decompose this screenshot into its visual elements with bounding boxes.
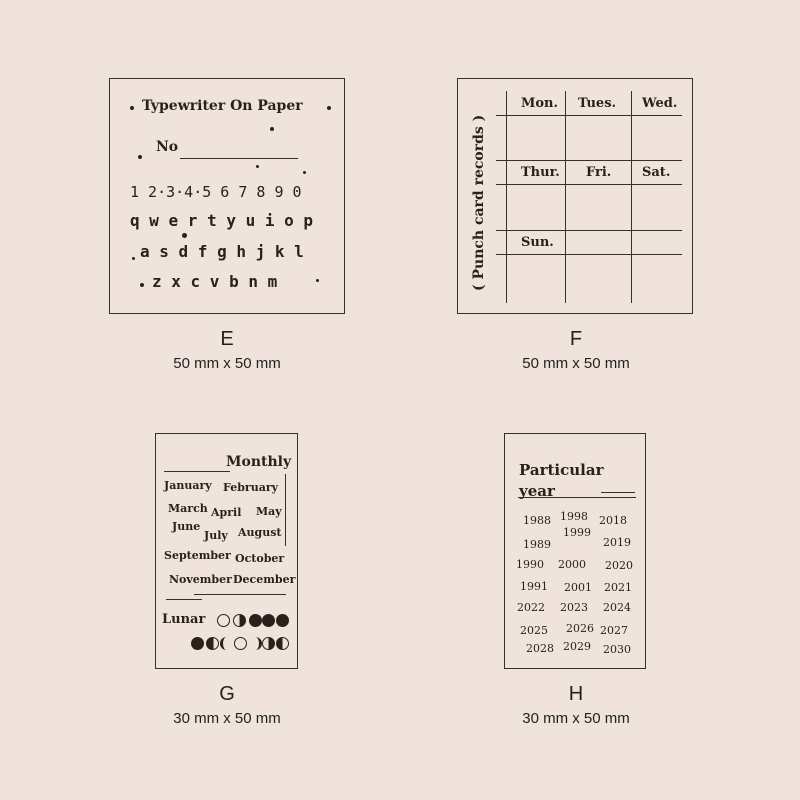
stamp-g-lunar-label: Lunar — [162, 612, 206, 627]
grid-vline — [631, 91, 632, 303]
day-sun: Sun. — [521, 235, 554, 250]
stamp-e-number-row: 1 2·3·4·5 6 7 8 9 0 — [130, 183, 302, 201]
ink-speck — [132, 257, 135, 260]
year-1999: 1999 — [563, 526, 591, 539]
month-june: June — [172, 520, 201, 533]
divider-line — [194, 594, 286, 595]
stamp-f-letter: F — [569, 328, 583, 350]
month-march: March — [168, 502, 208, 515]
year-1998: 1998 — [560, 510, 588, 523]
day-wed: Wed. — [642, 96, 678, 111]
month-february: February — [223, 481, 279, 494]
stamp-g-size: 30 mm x 50 mm — [173, 710, 281, 727]
ink-speck — [270, 127, 274, 131]
stamp-g — [155, 433, 298, 669]
year-2019: 2019 — [603, 536, 631, 549]
year-2021: 2021 — [604, 581, 632, 594]
grid-hline — [496, 160, 682, 161]
stamp-e-no-label: No — [156, 139, 179, 155]
month-january: January — [164, 479, 212, 492]
bullet-dot — [130, 106, 134, 110]
year-1990: 1990 — [516, 558, 544, 571]
divider-line — [166, 599, 202, 600]
grid-vline — [565, 91, 566, 303]
month-bracket — [285, 474, 286, 546]
ink-speck — [182, 233, 187, 238]
stamp-h-letter: H — [568, 683, 584, 705]
stamp-h — [504, 433, 646, 669]
stamp-e — [109, 78, 345, 314]
month-december: December — [233, 573, 296, 586]
year-1991: 1991 — [520, 580, 548, 593]
day-sat: Sat. — [642, 165, 671, 180]
ink-speck — [140, 283, 144, 287]
stamp-h-size: 30 mm x 50 mm — [522, 710, 630, 727]
day-tues: Tues. — [578, 96, 617, 111]
full-moon-icon — [217, 614, 230, 627]
month-may: May — [256, 505, 282, 518]
ink-speck — [316, 279, 319, 282]
half-moon-icon — [262, 637, 275, 650]
day-thur: Thur. — [521, 165, 560, 180]
grid-vline — [506, 91, 507, 303]
month-november: November — [169, 573, 232, 586]
year-2030: 2030 — [603, 643, 631, 656]
gibbous-moon-icon — [262, 614, 275, 627]
crescent-moon-icon — [206, 637, 219, 650]
grid-hline — [496, 115, 682, 116]
year-1988: 1988 — [523, 514, 551, 527]
year-2027: 2027 — [600, 624, 628, 637]
stamp-e-size: 50 mm x 50 mm — [173, 355, 281, 372]
stamp-e-key-row-1: q w e r t y u i o p — [130, 211, 314, 230]
stamp-f-side-label: ( Punch card records ) — [471, 114, 487, 291]
day-mon: Mon. — [521, 96, 559, 111]
stamp-h-title-line2: year — [519, 482, 555, 500]
ink-speck — [138, 155, 142, 159]
ink-speck — [256, 165, 259, 168]
day-fri: Fri. — [586, 165, 612, 180]
grid-hline — [496, 230, 682, 231]
new-moon-icon — [191, 637, 204, 650]
year-2026: 2026 — [566, 622, 594, 635]
bullet-dot — [327, 106, 331, 110]
stamp-f — [457, 78, 693, 314]
new-moon-icon — [276, 614, 289, 627]
month-october: October — [235, 552, 285, 565]
grid-hline — [496, 254, 682, 255]
stamp-e-key-row-3: z x c v b n m — [152, 272, 278, 291]
year-2025: 2025 — [520, 624, 548, 637]
crescent-moon-icon — [220, 637, 233, 650]
year-2022: 2022 — [517, 601, 545, 614]
year-2028: 2028 — [526, 642, 554, 655]
title-underline — [164, 471, 230, 472]
stamp-g-letter: G — [219, 683, 235, 705]
half-moon-icon — [276, 637, 289, 650]
stamp-e-key-row-2: a s d f g h j k l — [140, 242, 304, 261]
grid-hline — [496, 184, 682, 185]
year-2018: 2018 — [599, 514, 627, 527]
year-2029: 2029 — [563, 640, 591, 653]
title-underline — [601, 492, 635, 493]
month-april: April — [211, 506, 242, 519]
crescent-moon-icon — [249, 637, 262, 650]
year-2024: 2024 — [603, 601, 631, 614]
year-1989: 1989 — [523, 538, 551, 551]
stamp-g-title: Monthly — [226, 454, 292, 470]
stamp-e-letter: E — [220, 328, 234, 350]
full-moon-icon — [234, 637, 247, 650]
stamp-f-size: 50 mm x 50 mm — [522, 355, 630, 372]
year-2000: 2000 — [558, 558, 586, 571]
month-september: September — [164, 549, 231, 562]
year-2023: 2023 — [560, 601, 588, 614]
stamp-h-title-line1: Particular — [519, 461, 604, 479]
month-august: August — [238, 526, 282, 539]
no-underline — [180, 158, 298, 159]
year-2020: 2020 — [605, 559, 633, 572]
month-july: July — [204, 529, 228, 542]
stamp-e-title: Typewriter On Paper — [142, 98, 303, 114]
half-moon-icon — [233, 614, 246, 627]
gibbous-moon-icon — [249, 614, 262, 627]
year-2001: 2001 — [564, 581, 592, 594]
ink-speck — [303, 171, 306, 174]
title-underline — [518, 497, 636, 498]
